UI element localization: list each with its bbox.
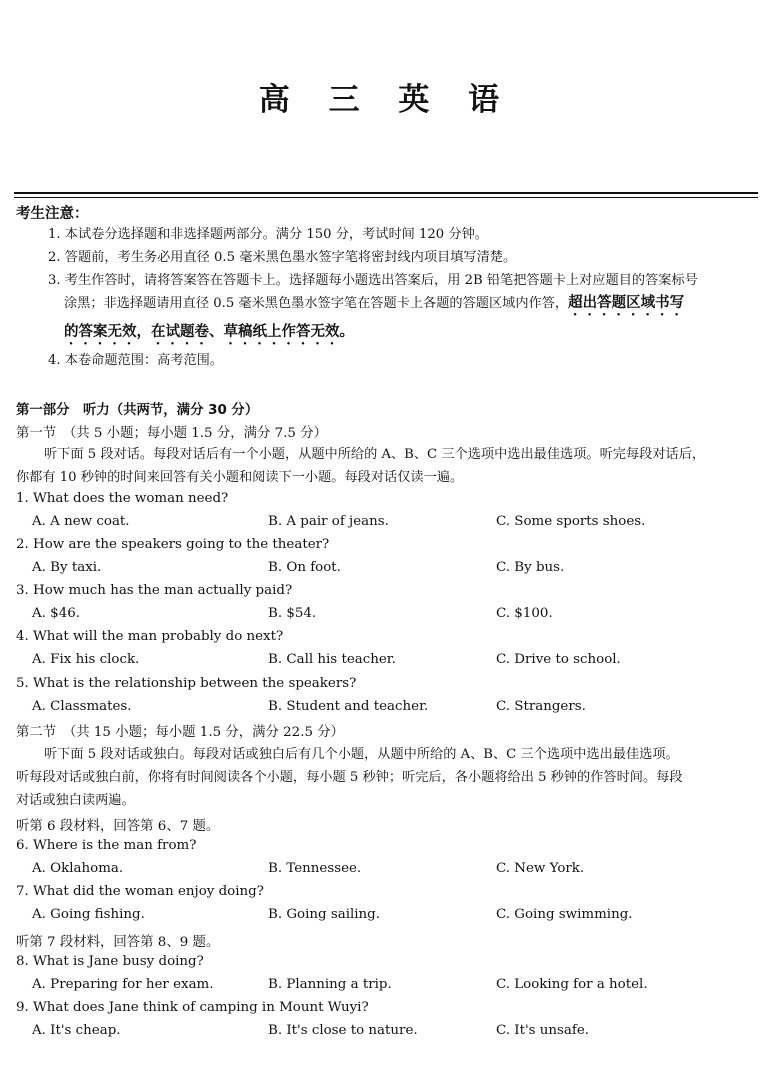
header-divider — [14, 192, 758, 194]
question-8-option-a: A. Preparing for her exam. — [32, 977, 214, 992]
question-5: 5. What is the relationship between the speakers? — [16, 676, 357, 691]
part1-heading: 第一部分 听力（共两节，满分 30 分） — [16, 403, 259, 418]
question-6-option-c: C. New York. — [496, 861, 585, 876]
notice-item-3-continued — [64, 292, 760, 319]
header-divider-thin — [14, 197, 758, 198]
notice-item-1: 1. 本试卷分选择题和非选择题两部分。满分 150 分，考试时间 120 分钟。 — [48, 227, 488, 242]
material-7-note: 听第 7 段材料，回答第 8、9 题。 — [16, 935, 220, 950]
question-4-option-a: A. Fix his clock. — [32, 652, 140, 667]
question-7-option-b: B. Going sailing. — [268, 907, 381, 922]
question-9-option-b: B. It's close to nature. — [268, 1023, 418, 1038]
question-1-option-a: A. A new coat. — [32, 514, 130, 529]
question-3: 3. How much has the man actually paid? — [16, 583, 293, 598]
question-4-option-c: C. Drive to school. — [496, 652, 621, 667]
question-2-option-a: A. By taxi. — [32, 560, 102, 575]
question-5-option-a: A. Classmates. — [32, 699, 132, 714]
question-5-option-c: C. Strangers. — [496, 699, 586, 714]
notice-item-3 — [48, 270, 760, 348]
question-8: 8. What is Jane busy doing? — [16, 954, 204, 969]
question-5-option-b: B. Student and teacher. — [268, 699, 429, 714]
question-8-option-b: B. Planning a trip. — [268, 977, 392, 992]
notice-item-2: 2. 答题前，考生务必用直径 0.5 毫米黑色墨水签字笔将密封线内项目填写清楚。 — [48, 250, 517, 265]
notice-item-3-text: 3. 考生作答时，请将答案答在答题卡上。选择题每小题选出答案后，用 2B 铅笔把答题卡上对应题目的答案标号 — [48, 273, 698, 288]
question-2-option-c: C. By bus. — [496, 560, 565, 575]
material-6-note: 听第 6 段材料，回答第 6、7 题。 — [16, 819, 220, 834]
notice-heading: 考生注意： — [16, 206, 89, 222]
section1-instructions-2: 你都有 10 秒钟的时间来回答有关小题和阅读下一小题。每段对话仅读一遍。 — [16, 470, 464, 485]
section2-instructions-3: 对话或独白读两遍。 — [16, 793, 135, 808]
notice-item-3-cont-text: 涂黑；非选择题请用直径 0.5 毫米黑色墨水签字笔在答题卡上各题的答题区域内作答， — [64, 296, 569, 311]
question-3-option-b: B. $54. — [268, 606, 317, 621]
question-9-option-c: C. It's unsafe. — [496, 1023, 590, 1038]
question-7-option-a: A. Going fishing. — [32, 907, 145, 922]
section1-heading: 第一节 （共 5 小题；每小题 1.5 分，满分 7.5 分） — [16, 426, 327, 441]
question-7-option-c: C. Going swimming. — [496, 907, 633, 922]
section2-instructions-2: 听每段对话或独白前，你将有时间阅读各个小题，每小题 5 秒钟；听完后，各小题将给出 5 秒钟的作答时间。每段 — [16, 770, 683, 785]
question-4-option-b: B. Call his teacher. — [268, 652, 396, 667]
question-6-option-a: A. Oklahoma. — [32, 861, 124, 876]
question-1-option-c: C. Some sports shoes. — [496, 514, 646, 529]
question-8-option-c: C. Looking for a hotel. — [496, 977, 648, 992]
section2-instructions-1: 听下面 5 段对话或独白。每段对话或独白后有几个小题，从题中所给的 A、B、C 三个选项中选出最佳选项。 — [44, 747, 679, 762]
notice-emphasis-1: 超出答题区域书写 — [568, 295, 685, 311]
notice-item-4: 4. 本卷命题范围：高考范围。 — [48, 353, 224, 368]
question-2-option-b: B. On foot. — [268, 560, 341, 575]
question-7: 7. What did the woman enjoy doing? — [16, 884, 264, 899]
notice-emphasis-2: 的答案无效，在试题卷、草稿纸上作答无效。 — [64, 324, 354, 340]
question-3-option-c: C. $100. — [496, 606, 553, 621]
question-4: 4. What will the man probably do next? — [16, 629, 284, 644]
section1-instructions-1: 听下面 5 段对话。每段对话后有一个小题，从题中所给的 A、B、C 三个选项中选出最佳选项。听完每段对话后， — [44, 447, 706, 462]
question-9-option-a: A. It's cheap. — [32, 1023, 121, 1038]
question-9: 9. What does Jane think of camping in Mount Wuyi? — [16, 1000, 369, 1015]
question-6: 6. Where is the man from? — [16, 838, 197, 853]
question-2: 2. How are the speakers going to the theater? — [16, 537, 330, 552]
question-1-option-b: B. A pair of jeans. — [268, 514, 389, 529]
question-3-option-a: A. $46. — [32, 606, 80, 621]
section2-heading: 第二节 （共 15 小题；每小题 1.5 分，满分 22.5 分） — [16, 725, 345, 740]
question-6-option-b: B. Tennessee. — [268, 861, 362, 876]
page-title: 高 三 英 语 — [258, 82, 514, 118]
question-1: 1. What does the woman need? — [16, 491, 229, 506]
